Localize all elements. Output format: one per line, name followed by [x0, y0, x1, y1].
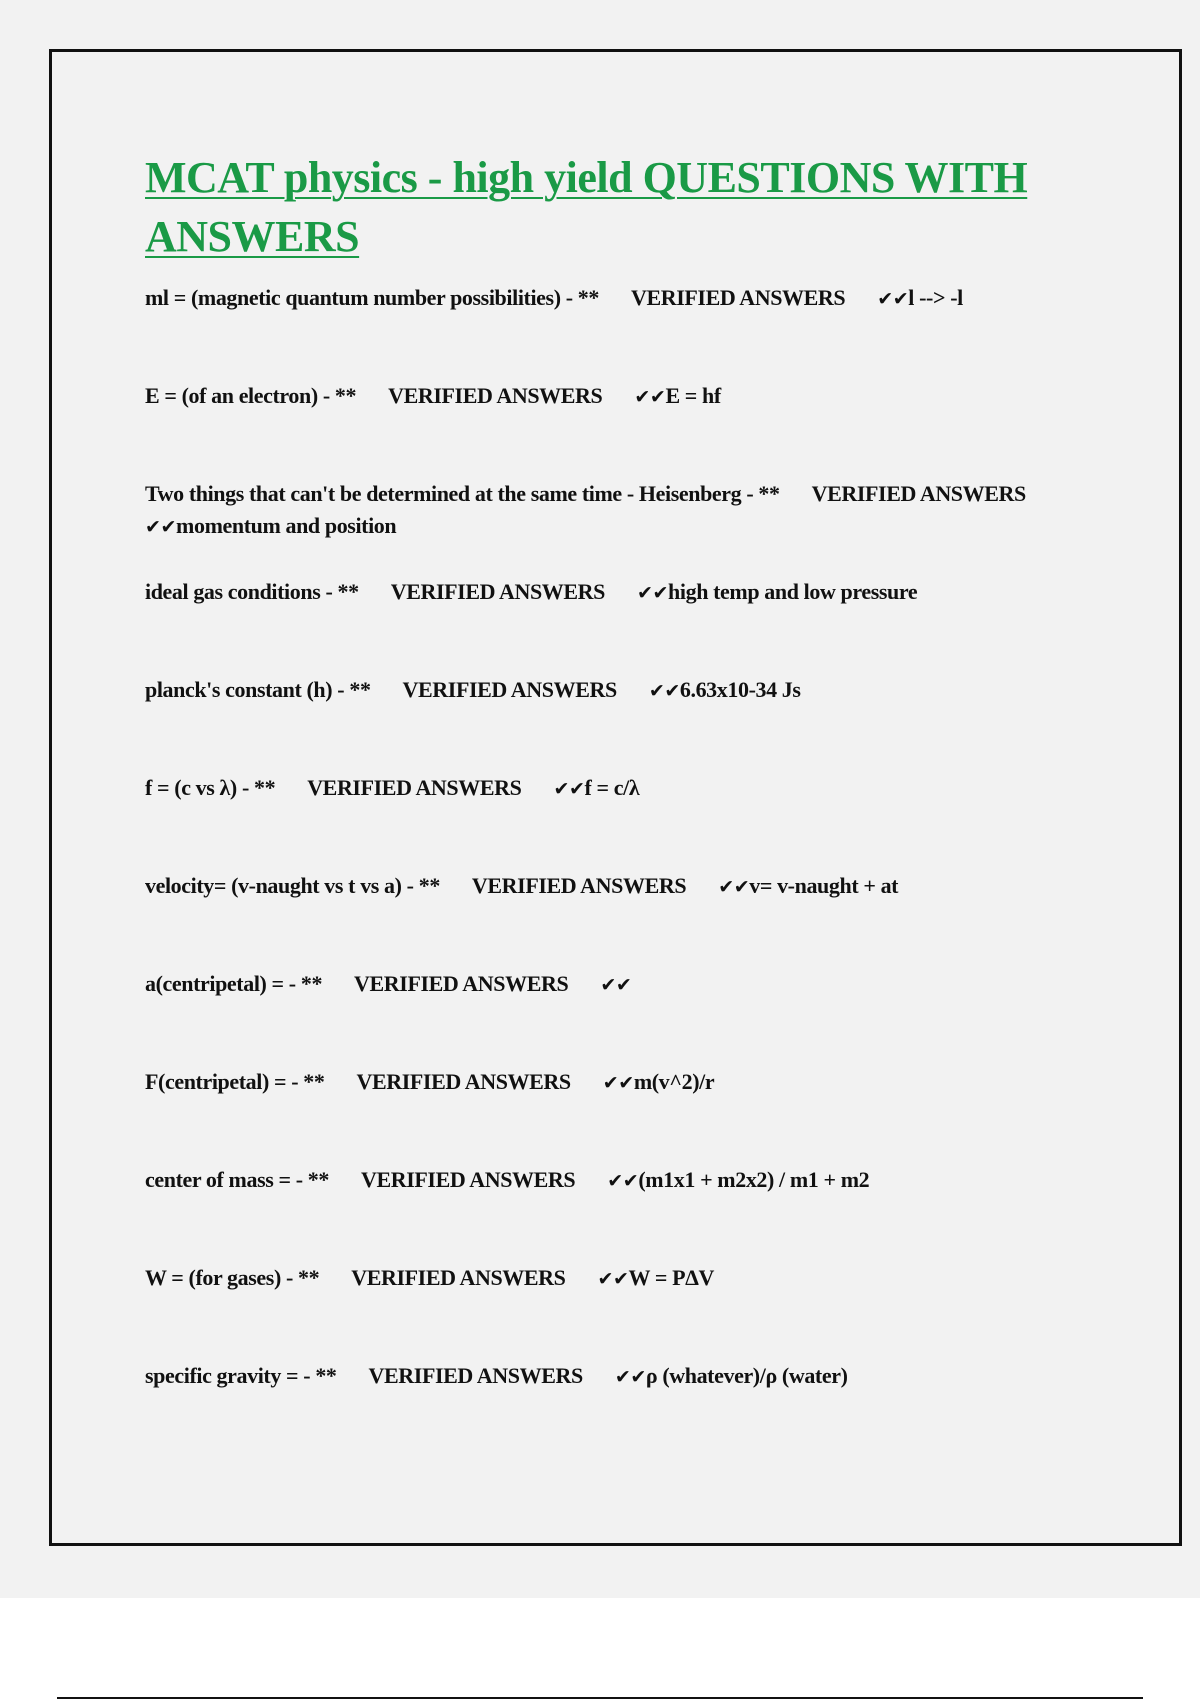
verified-label: VERIFIED ANSWERS: [360, 1167, 576, 1192]
qa-item: [145, 870, 1105, 968]
question-text: specific gravity = -: [145, 1363, 311, 1388]
verified-label: VERIFIED ANSWERS: [402, 677, 617, 702]
double-check-icon: ✔✔: [614, 1366, 646, 1388]
question-text: F(centripetal) = -: [145, 1069, 299, 1094]
stars-marker: **: [303, 1069, 325, 1094]
question-text: ml = (magnetic quantum number possibilities) -: [145, 285, 573, 310]
double-check-icon: ✔✔: [637, 582, 669, 604]
verified-label: VERIFIED ANSWERS: [368, 1363, 583, 1388]
answer-text: 6.63x10-34 Js: [679, 677, 801, 702]
stars-marker: **: [577, 285, 599, 310]
answer-text: E = hf: [665, 383, 721, 408]
document-title: MCAT physics - high yield QUESTIONS WITH ANSWERS: [145, 153, 1028, 261]
question-answer-list: [145, 282, 1105, 1458]
qa-item: [145, 380, 1105, 478]
answer-text: v= v-naught + at: [749, 873, 899, 898]
qa-item: [145, 1262, 1105, 1360]
qa-item: [145, 1360, 1105, 1458]
qa-item: [145, 478, 1105, 576]
answer-text: f = c/λ: [584, 775, 640, 800]
double-check-icon: ✔✔: [600, 974, 632, 996]
question-text: ideal gas conditions -: [145, 579, 333, 604]
question-text: Two things that can't be determined at the same time - Heisenberg -: [145, 481, 754, 506]
double-check-icon: ✔✔: [145, 516, 177, 538]
double-check-icon: ✔✔: [602, 1072, 634, 1094]
stars-marker: **: [334, 383, 357, 408]
qa-item: [145, 1164, 1105, 1262]
answer-text: (m1x1 + m2x2) / m1 + m2: [638, 1167, 870, 1192]
verified-label: VERIFIED ANSWERS: [811, 481, 1026, 506]
answer-text: W = PΔV: [628, 1265, 715, 1290]
double-check-icon: ✔✔: [718, 876, 750, 898]
answer-text: high temp and low pressure: [668, 579, 918, 604]
stars-marker: **: [307, 1167, 329, 1192]
verified-label: VERIFIED ANSWERS: [351, 1265, 566, 1290]
double-check-icon: ✔✔: [553, 778, 585, 800]
question-text: f = (c vs λ) -: [145, 775, 249, 800]
qa-item: [145, 576, 1105, 674]
question-text: W = (for gases) -: [145, 1265, 293, 1290]
verified-label: VERIFIED ANSWERS: [630, 285, 846, 310]
qa-item: [145, 1066, 1105, 1164]
stars-marker: **: [300, 971, 323, 996]
qa-item: [145, 674, 1105, 772]
stars-marker: **: [298, 1265, 320, 1290]
question-text: E = (of an electron) -: [145, 383, 330, 408]
double-check-icon: ✔✔: [648, 680, 680, 702]
question-text: a(centripetal) = -: [145, 971, 296, 996]
double-check-icon: ✔✔: [607, 1170, 639, 1192]
footer-divider: [57, 1697, 1143, 1699]
qa-item: [145, 772, 1105, 870]
stars-marker: **: [253, 775, 276, 800]
question-text: planck's constant (h) -: [145, 677, 345, 702]
double-check-icon: ✔✔: [634, 386, 666, 408]
answer-text: l --> -l: [908, 285, 963, 310]
question-text: center of mass = -: [145, 1167, 303, 1192]
verified-label: VERIFIED ANSWERS: [390, 579, 605, 604]
qa-item: [145, 968, 1105, 1066]
double-check-icon: ✔✔: [597, 1268, 629, 1290]
stars-marker: **: [758, 481, 780, 506]
answer-text: m(v^2)/r: [633, 1069, 715, 1094]
verified-label: VERIFIED ANSWERS: [388, 383, 603, 408]
stars-marker: **: [418, 873, 440, 898]
stars-marker: **: [337, 579, 359, 604]
stars-marker: **: [315, 1363, 337, 1388]
verified-label: VERIFIED ANSWERS: [471, 873, 687, 898]
verified-label: VERIFIED ANSWERS: [356, 1069, 571, 1094]
qa-item: [145, 282, 1105, 380]
verified-label: VERIFIED ANSWERS: [307, 775, 522, 800]
answer-text: momentum and position: [176, 513, 397, 538]
answer-text: ρ (whatever)/ρ (water): [645, 1363, 848, 1388]
double-check-icon: ✔✔: [877, 288, 909, 310]
stars-marker: **: [349, 677, 371, 702]
verified-label: VERIFIED ANSWERS: [354, 971, 569, 996]
question-text: velocity= (v-naught vs t vs a) -: [145, 873, 414, 898]
